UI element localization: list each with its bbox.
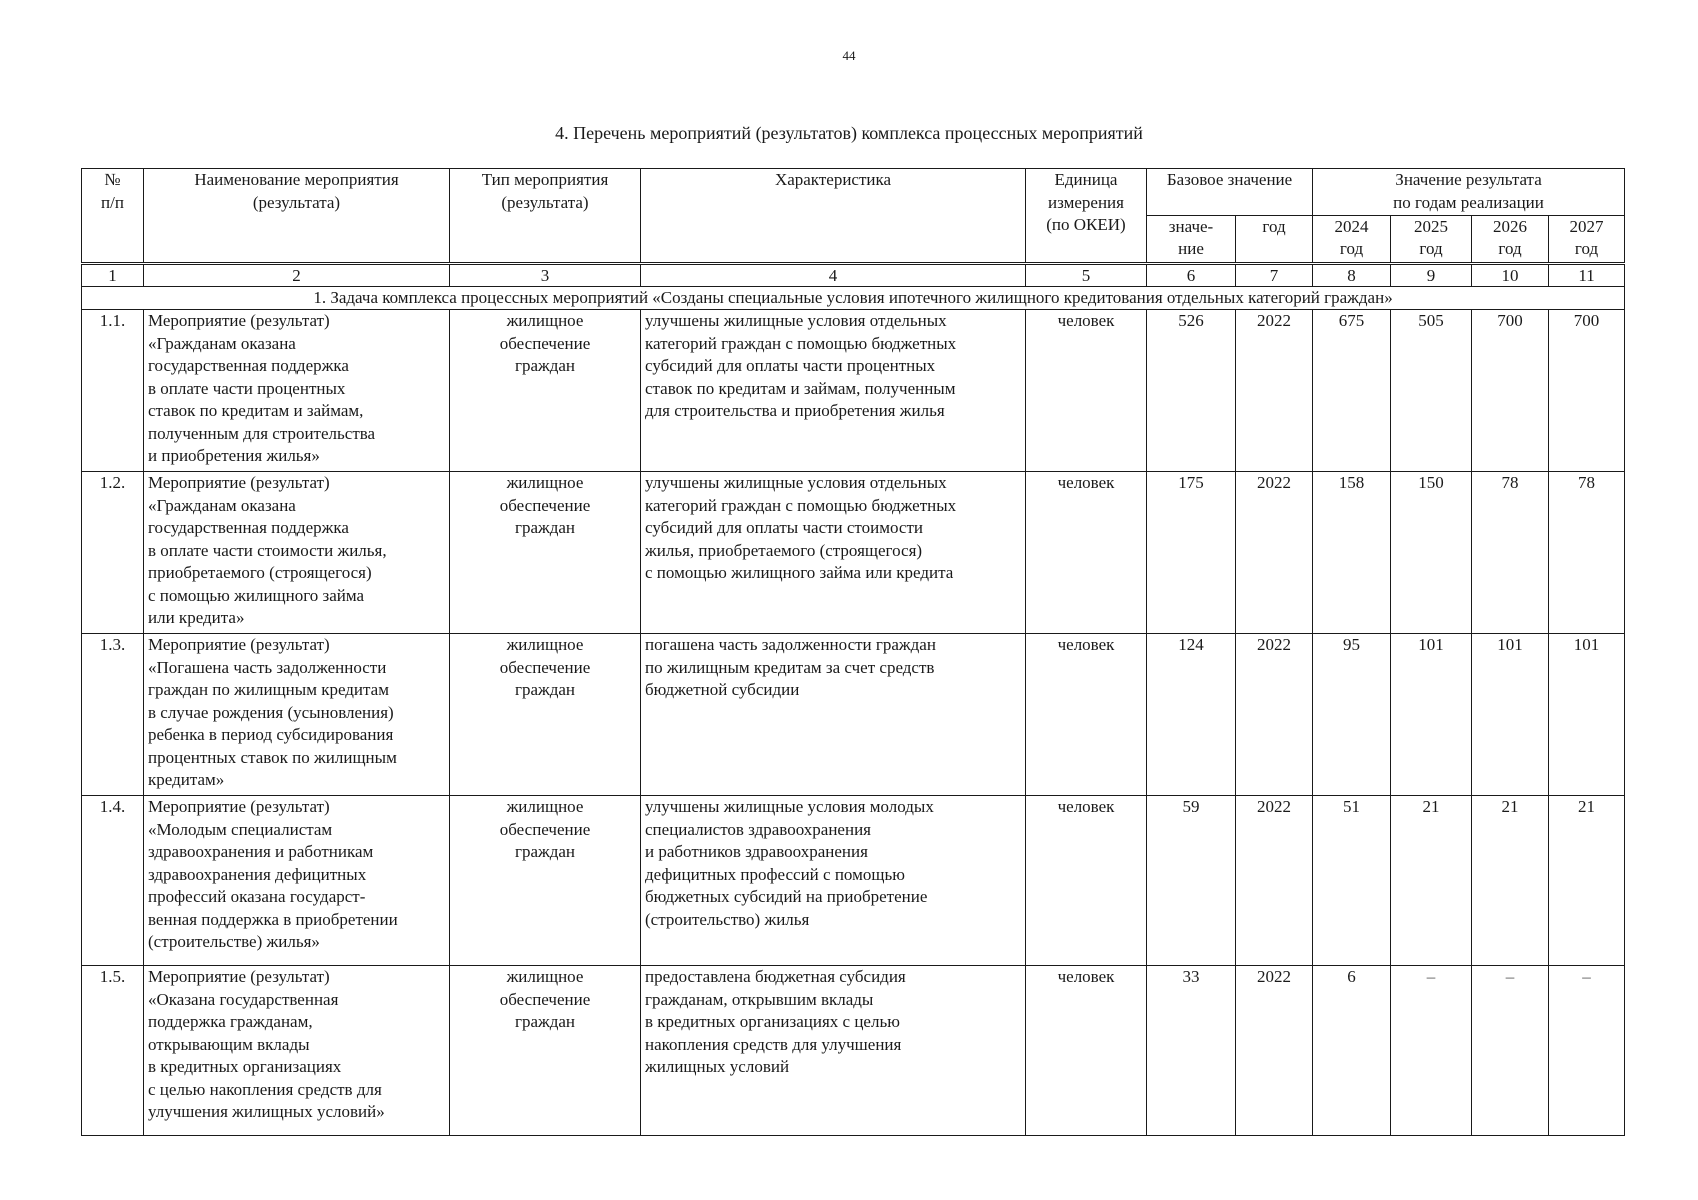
base-year-cell: 2022: [1236, 310, 1313, 472]
base-year-cell: 2022: [1236, 634, 1313, 796]
header-type: Тип мероприятия (результата): [450, 169, 641, 264]
base-value-cell: 33: [1147, 966, 1236, 1136]
value-2027-cell: 78: [1549, 472, 1625, 634]
row-number: 1.2.: [82, 472, 144, 634]
measure-characteristic: погашена часть задолженности граждан по жилищным кредитам за счет средств бюджетной субсидии: [641, 634, 1026, 796]
value-2026-cell: 101: [1472, 634, 1549, 796]
header-row: [82, 169, 1625, 216]
value-2027-cell: 101: [1549, 634, 1625, 796]
header-base-value-sub: значе- ние: [1147, 216, 1236, 264]
row-number: 1.4.: [82, 796, 144, 966]
measure-name: Мероприятие (результат) «Молодым специалистам здравоохранения и работникам здравоохранения дефицитных профессий оказана государст- венная поддержка в приобретении (строительстве) жилья»: [144, 796, 450, 966]
header-characteristic: Характеристика: [641, 169, 1026, 264]
value-2024-cell: 95: [1313, 634, 1391, 796]
value-2026-cell: –: [1472, 966, 1549, 1136]
measure-type: жилищное обеспечение граждан: [450, 634, 641, 796]
base-value-cell: 175: [1147, 472, 1236, 634]
column-number: 8: [1313, 264, 1391, 287]
value-2024-cell: 675: [1313, 310, 1391, 472]
measure-characteristic: улучшены жилищные условия молодых специалистов здравоохранения и работников здравоохранения дефицитных профессий с помощью бюджетных субсидий на приобретение (строительство) жилья: [641, 796, 1026, 966]
value-2027-cell: –: [1549, 966, 1625, 1136]
base-value-cell: 526: [1147, 310, 1236, 472]
table-row: [82, 796, 1625, 966]
column-number: 9: [1391, 264, 1472, 287]
measure-type: жилищное обеспечение граждан: [450, 310, 641, 472]
value-2024-cell: 51: [1313, 796, 1391, 966]
header-year-2026: 2026 год: [1472, 216, 1549, 264]
column-number: 2: [144, 264, 450, 287]
measure-characteristic: предоставлена бюджетная субсидия гражданам, открывшим вклады в кредитных организациях с целью накопления средств для улучшения жилищных условий: [641, 966, 1026, 1136]
unit-cell: человек: [1026, 796, 1147, 966]
base-value-cell: 124: [1147, 634, 1236, 796]
column-number: 7: [1236, 264, 1313, 287]
value-2027-cell: 700: [1549, 310, 1625, 472]
column-number: 6: [1147, 264, 1236, 287]
measure-type: жилищное обеспечение граждан: [450, 472, 641, 634]
row-number: 1.5.: [82, 966, 144, 1136]
column-number-row: [82, 264, 1625, 287]
table-row: [82, 310, 1625, 472]
base-year-cell: 2022: [1236, 966, 1313, 1136]
table-row: [82, 634, 1625, 796]
header-result-value: Значение результата по годам реализации: [1313, 169, 1625, 216]
measure-name: Мероприятие (результат) «Гражданам оказана государственная поддержка в оплате части стоимости жилья, приобретаемого (строящегося) с помощью жилищного займа или кредита»: [144, 472, 450, 634]
header-year-2024: 2024 год: [1313, 216, 1391, 264]
base-year-cell: 2022: [1236, 796, 1313, 966]
measure-name: Мероприятие (результат) «Оказана государственная поддержка гражданам, открывающим вклады в кредитных организациях с целью накопления средств для улучшения жилищных условий»: [144, 966, 450, 1136]
header-unit: Единица измерения (по ОКЕИ): [1026, 169, 1147, 264]
page-number: 44: [842, 48, 856, 63]
row-number: 1.1.: [82, 310, 144, 472]
value-2025-cell: 101: [1391, 634, 1472, 796]
table-row: [82, 472, 1625, 634]
column-number: 5: [1026, 264, 1147, 287]
value-2027-cell: 21: [1549, 796, 1625, 966]
unit-cell: человек: [1026, 966, 1147, 1136]
measure-characteristic: улучшены жилищные условия отдельных категорий граждан с помощью бюджетных субсидий для оплаты части стоимости жилья, приобретаемого (строящегося) с помощью жилищного займа или кредита: [641, 472, 1026, 634]
base-value-cell: 59: [1147, 796, 1236, 966]
column-number: 4: [641, 264, 1026, 287]
header-num: № п/п: [82, 169, 144, 264]
measure-type: жилищное обеспечение граждан: [450, 796, 641, 966]
results-table: [81, 168, 1625, 1136]
unit-cell: человек: [1026, 472, 1147, 634]
value-2025-cell: 150: [1391, 472, 1472, 634]
value-2026-cell: 21: [1472, 796, 1549, 966]
measure-name: Мероприятие (результат) «Погашена часть задолженности граждан по жилищным кредитам в случае рождения (усыновления) ребенка в период субсидирования процентных ставок по жилищным кредитам»: [144, 634, 450, 796]
column-number: 11: [1549, 264, 1625, 287]
value-2025-cell: 505: [1391, 310, 1472, 472]
column-number: 10: [1472, 264, 1549, 287]
unit-cell: человек: [1026, 310, 1147, 472]
unit-cell: человек: [1026, 634, 1147, 796]
task-title: 1. Задача комплекса процессных мероприятий «Созданы специальные условия ипотечного жилищного кредитования отдельных категорий граждан»: [82, 287, 1625, 310]
header-year-2025: 2025 год: [1391, 216, 1472, 264]
table-row: [82, 966, 1625, 1136]
task-row: [82, 287, 1625, 310]
value-2024-cell: 158: [1313, 472, 1391, 634]
header-year-2027: 2027 год: [1549, 216, 1625, 264]
header-base-value: Базовое значение: [1147, 169, 1313, 216]
value-2026-cell: 78: [1472, 472, 1549, 634]
measure-characteristic: улучшены жилищные условия отдельных категорий граждан с помощью бюджетных субсидий для оплаты части процентных ставок по кредитам и займам, полученным для строительства и приобретения жилья: [641, 310, 1026, 472]
measure-type: жилищное обеспечение граждан: [450, 966, 641, 1136]
base-year-cell: 2022: [1236, 472, 1313, 634]
document-title: 4. Перечень мероприятий (результатов) комплекса процессных мероприятий: [555, 123, 1143, 143]
value-2025-cell: 21: [1391, 796, 1472, 966]
header-name: Наименование мероприятия (результата): [144, 169, 450, 264]
header-base-year: год: [1236, 216, 1313, 264]
value-2024-cell: 6: [1313, 966, 1391, 1136]
measure-name: Мероприятие (результат) «Гражданам оказана государственная поддержка в оплате части процентных ставок по кредитам и займам, полученным для строительства и приобретения жилья»: [144, 310, 450, 472]
value-2026-cell: 700: [1472, 310, 1549, 472]
column-number: 3: [450, 264, 641, 287]
column-number: 1: [82, 264, 144, 287]
row-number: 1.3.: [82, 634, 144, 796]
value-2025-cell: –: [1391, 966, 1472, 1136]
